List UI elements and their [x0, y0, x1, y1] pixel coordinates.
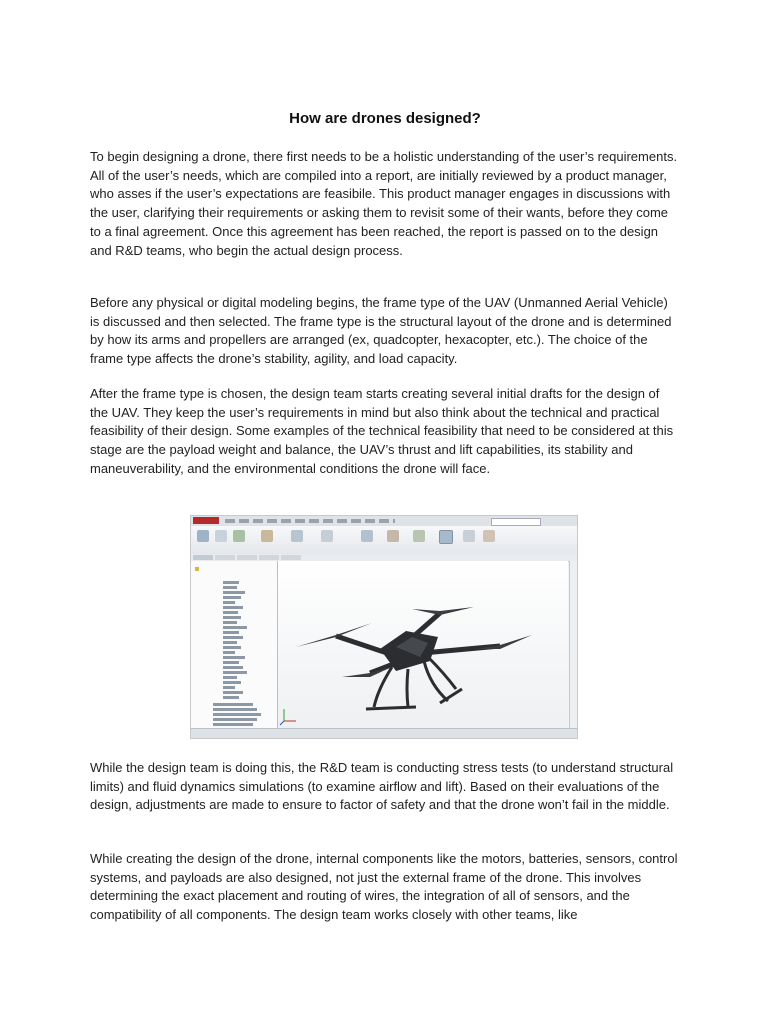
- cad-logo: [193, 517, 219, 524]
- paragraph-internal-components: While creating the design of the drone, internal components like the motors, batteries, sensors, control systems, and payloads are also designed, not just the external frame of the drone. This involves determining the exact placement and routing of wires, the integration of all of sensors, and the compatibility of all components. The design team works closely with other teams, like: [90, 851, 678, 923]
- tree-item: [223, 641, 237, 644]
- ribbon-button: [439, 530, 453, 544]
- tree-item: [223, 646, 241, 649]
- tree-item: [223, 611, 238, 614]
- paragraph-rnd-testing: While the design team is doing this, the R&D team is conducting stress tests (to understand structural limits) and fluid dynamics simulations (to examine airflow and lift). Based on their evaluations of the design, adjustments are made to ensure to factor of safety and that the drone won’t fail in the middle.: [90, 760, 674, 813]
- tree-item: [223, 606, 243, 609]
- tree-item: [223, 581, 239, 584]
- tree-item: [223, 601, 235, 604]
- cad-tab: [193, 555, 213, 560]
- cad-task-pane: [569, 561, 578, 728]
- axis-z-icon: [280, 721, 284, 725]
- landing-leg: [407, 669, 408, 707]
- paragraph-requirements: To begin designing a drone, there first needs to be a holistic understanding of the user’s requirements. All of the user’s needs, which are compiled into a report, are initially reviewed by a product manager, who asses if the user’s expectations are feasibile. This product manager engages in discussions with the user, clarifying their requirements or asking them to revisit some of their wants, before they come to a final agreement. Once this agreement has been reached, the report is passed on to the design and R&D teams, who begin the actual design process.: [90, 149, 678, 258]
- tree-item: [223, 696, 239, 699]
- tree-icon: [195, 567, 199, 571]
- ribbon-button: [413, 530, 425, 542]
- ribbon-button: [215, 530, 227, 542]
- cad-ribbon-toolbar: [191, 526, 578, 555]
- drone-model: [278, 561, 568, 728]
- tree-item: [223, 666, 243, 669]
- tree-item: [223, 686, 235, 689]
- ribbon-button: [233, 530, 245, 542]
- ribbon-button: [291, 530, 303, 542]
- ribbon-button: [361, 530, 373, 542]
- cad-menu-bar: [225, 519, 395, 523]
- paragraph-initial-drafts: After the frame type is chosen, the design team starts creating several initial drafts for the design of the UAV. They keep the user’s requirements in mind but also think about the technical and practical feasibility of their design. Some examples of the technical feasibility that need to be considered at this stage are the payload weight and balance, the UAV’s thrust and lift capabilities, its stability and maneuverability, and the environmental conditions the drone will face.: [90, 386, 674, 476]
- tree-item: [223, 616, 241, 619]
- tree-item: [223, 661, 239, 664]
- tree-item: [213, 723, 253, 726]
- tree-item: [223, 681, 241, 684]
- tree-item: [213, 708, 257, 711]
- tree-item: [223, 651, 235, 654]
- document-title: How are drones designed?: [289, 110, 481, 127]
- tree-item: [223, 691, 243, 694]
- tree-item: [223, 591, 245, 594]
- landing-skid: [366, 707, 416, 709]
- cad-screenshot-figure: [190, 515, 578, 739]
- cad-tab: [237, 555, 257, 560]
- ribbon-button: [387, 530, 399, 542]
- tree-item: [223, 621, 237, 624]
- cad-tab: [259, 555, 279, 560]
- tree-item: [223, 636, 243, 639]
- tree-item: [223, 626, 247, 629]
- cad-tab: [281, 555, 301, 560]
- tree-item: [223, 671, 247, 674]
- ribbon-button: [261, 530, 273, 542]
- cad-feature-tree: [191, 561, 278, 728]
- tree-item: [223, 631, 239, 634]
- tree-item: [213, 718, 257, 721]
- ribbon-button: [321, 530, 333, 542]
- ribbon-button: [463, 530, 475, 542]
- tree-item: [213, 713, 261, 716]
- tree-item: [223, 586, 237, 589]
- cad-search-box: [491, 518, 541, 526]
- cad-tab: [215, 555, 235, 560]
- cad-3d-viewport: [278, 561, 568, 728]
- ribbon-button: [197, 530, 209, 542]
- tree-item: [223, 596, 241, 599]
- tree-item: [223, 676, 237, 679]
- cad-status-bar: [191, 728, 578, 739]
- propeller: [412, 607, 474, 615]
- ribbon-button: [483, 530, 495, 542]
- tree-item: [223, 656, 245, 659]
- paragraph-frame-type: Before any physical or digital modeling begins, the frame type of the UAV (Unmanned Aerial Vehicle) is discussed and then selected. The frame type is the structural layout of the drone and is determined by how its arms and propellers are arranged (ex, quadcopter, hexacopter, etc.). The choice of the frame type affects the drone’s stability, agility, and load capacity.: [90, 295, 672, 367]
- tree-item: [213, 703, 253, 706]
